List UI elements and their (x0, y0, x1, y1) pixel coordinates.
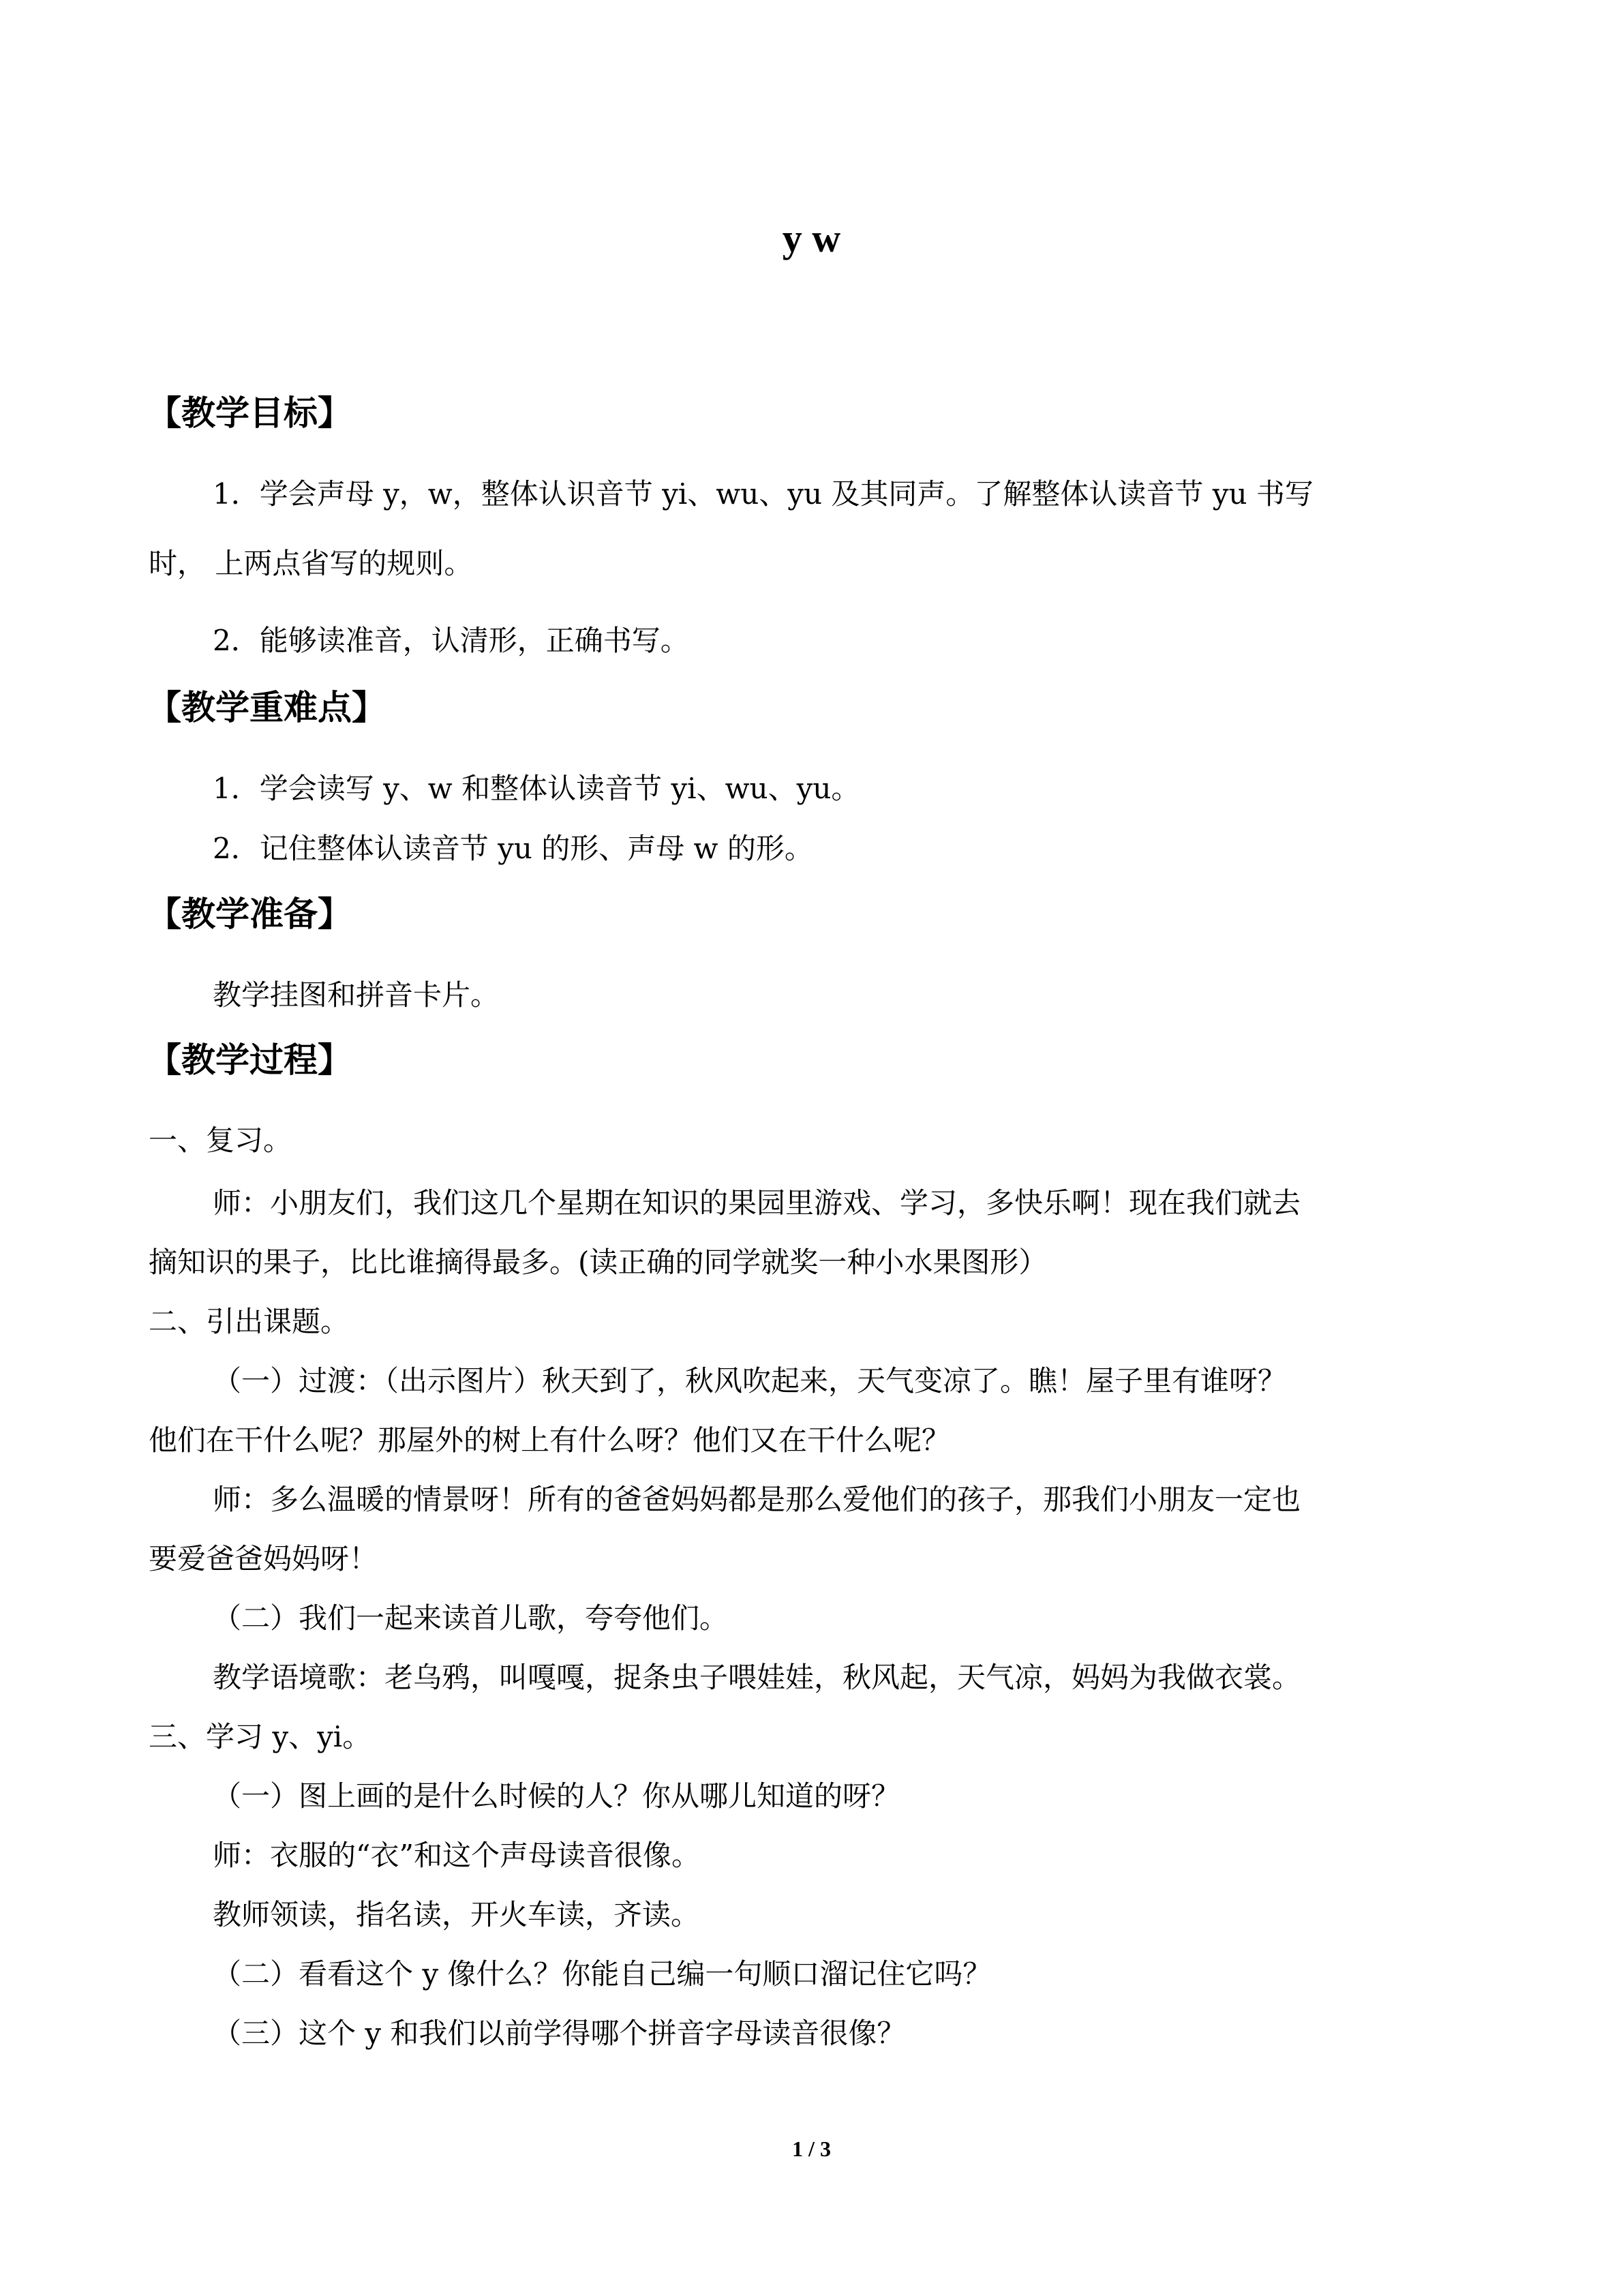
heading-key-points: 【教学重难点】 (147, 687, 386, 727)
process-line: 二、引出课题。 (149, 1305, 350, 1338)
process-line: 师：多么温暖的情景呀！所有的爸爸妈妈都是那么爱他们的孩子，那我们小朋友一定也 (213, 1483, 1301, 1516)
process-line: 一、复习。 (149, 1123, 292, 1157)
process-line: （三）这个 y 和我们以前学得哪个拼音字母读音很像？ (213, 2016, 906, 2050)
process-line: 要爱爸爸妈妈呀！ (149, 1542, 378, 1575)
process-line: （二）看看这个 y 像什么？你能自己编一句顺口溜记住它吗？ (213, 1957, 992, 1991)
process-line: （一）过渡：（出示图片）秋天到了，秋风吹起来，天气变凉了。瞧！屋子里有谁呀？ (213, 1364, 1287, 1398)
objective-item-1-line-1: 1．学会声母 y，w，整体认识音节 yi、wu、yu 及其同声。了解整体认读音节 yu 书写 (213, 477, 1314, 511)
heading-objectives: 【教学目标】 (147, 393, 352, 433)
heading-preparation: 【教学准备】 (147, 894, 352, 934)
key-point-item-2: 2．记住整体认读音节 yu 的形、声母 w 的形。 (213, 832, 813, 865)
process-line: 三、学习 y、yi。 (149, 1720, 371, 1753)
process-line: 教学语境歌：老乌鸦，叫嘎嘎，捉条虫子喂娃娃，秋风起，天气凉，妈妈为我做衣裳。 (213, 1661, 1301, 1694)
document-title: y w (782, 216, 841, 260)
process-line: 师：小朋友们，我们这几个星期在知识的果园里游戏、学习，多快乐啊！现在我们就去 (213, 1186, 1301, 1220)
key-point-item-1: 1．学会读写 y、w 和整体认读音节 yi、wu、yu。 (213, 772, 860, 805)
process-line: 摘知识的果子，比比谁摘得最多。(读正确的同学就奖一种小水果图形） (149, 1245, 1048, 1279)
objective-item-2: 2．能够读准音，认清形，正确书写。 (213, 624, 689, 657)
process-line: 教师领读，指名读，开火车读，齐读。 (213, 1898, 700, 1931)
preparation-text: 教学挂图和拼音卡片。 (213, 978, 500, 1012)
process-line: （二）我们一起来读首儿歌，夸夸他们。 (213, 1601, 729, 1635)
heading-process: 【教学过程】 (147, 1040, 352, 1080)
page-number: 1 / 3 (792, 2136, 831, 2161)
process-line: （一）图上画的是什么时候的人？你从哪儿知道的呀？ (213, 1779, 900, 1813)
process-line: 他们在干什么呢？那屋外的树上有什么呀？他们又在干什么呢？ (149, 1423, 951, 1457)
objective-item-1-line-2: 时， 上两点省写的规则。 (149, 547, 473, 580)
process-line: 师：衣服的“衣”和这个声母读音很像。 (213, 1839, 700, 1872)
